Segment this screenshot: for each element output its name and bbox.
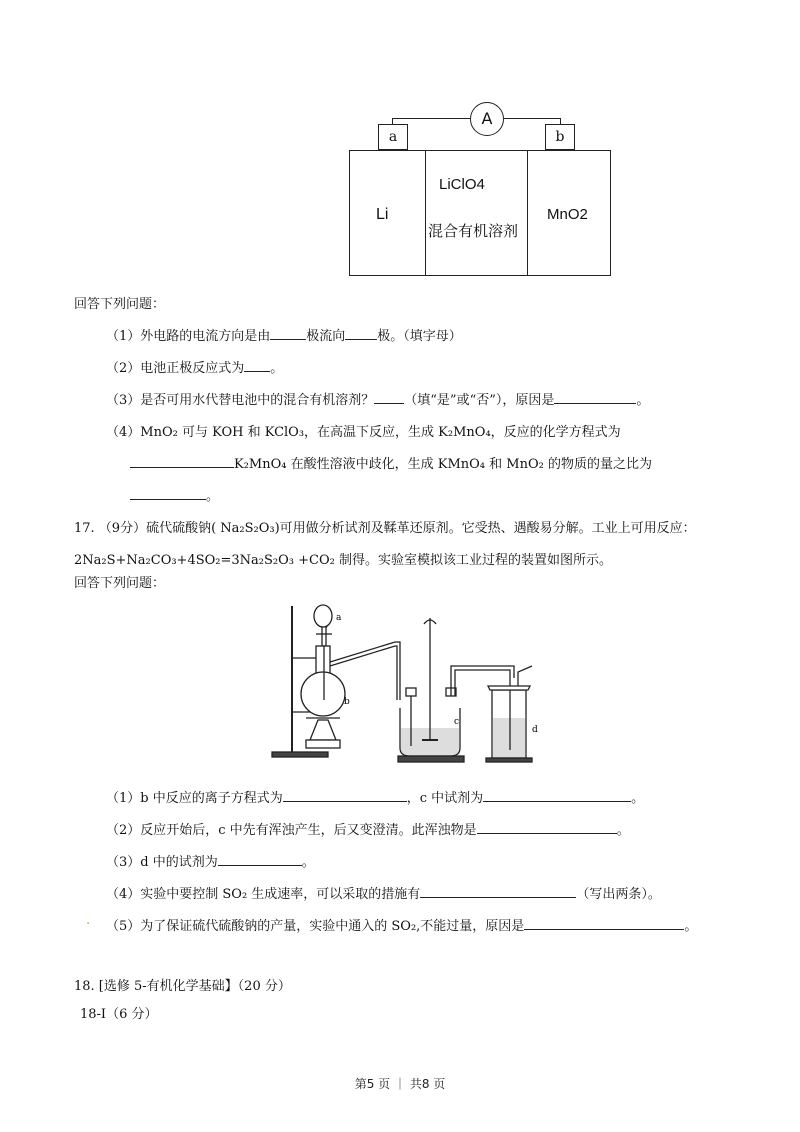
battery-diagram [340,98,620,280]
answer-blank[interactable] [270,327,306,340]
q17-sub2-post: 。 [616,823,630,838]
anode-label: Li [376,206,389,223]
q17-sub5-dot: . [86,913,91,928]
q17-sub1 [106,787,644,806]
q17-sub5 [106,915,697,934]
electrolyte-compartment [425,150,528,276]
answer-blank[interactable] [483,789,631,802]
q17-sub1-mid: ，c 中试剂为 [406,791,484,806]
terminal-a: a [378,124,408,150]
q16-sub4-line3 [130,485,219,504]
q17-sub3-pre: （3）d 中的试剂为 [106,855,218,870]
q17-header: 17. （9分）硫代硫酸钠( Na₂S₂O₃)可用做分析试剂及鞣革还原剂。它受热、遇酸易分解。工业上可用反应： [74,521,696,536]
page-footer: 第5 页 ｜ 共8 页 [354,1077,446,1091]
funnel-a-bulb [314,605,332,627]
cylinder-d-liquid [493,718,525,757]
electrolyte-formula: LiClO4 [439,176,485,193]
q16-sub1-mid: 极流向 [306,329,346,344]
q17-sub3-post: 。 [301,855,315,870]
q17-sub3 [106,851,315,870]
cylinder-d-base [486,758,532,762]
q16-sub4-line2 [130,453,652,472]
answer-blank[interactable] [374,391,404,404]
cathode-label: MnO2 [547,206,588,223]
label-d: d [532,725,538,735]
stopper-c-left [406,688,416,696]
burner-base [306,740,340,748]
q16-sub3-mid: （填“是”或“否”），原因是 [404,393,555,408]
q16-sub1-pre: （1）外电路的电流方向是由 [106,329,271,344]
cylinder-d-top [488,686,530,690]
q16-sub4-line3-post: 。 [206,489,220,504]
q18-header: 18. [选修 5-有机化学基础】（20 分） [74,979,291,994]
q17-sub5-pre: （5）为了保证硫代硫酸钠的产量，实验中通入的 SO₂,不能过量，原因是 [106,919,525,934]
lab-apparatus-diagram [270,600,560,770]
ammeter-symbol: A [470,102,504,136]
answer-blank[interactable] [477,821,617,834]
q17-sub4 [106,883,661,902]
q16-sub2-post: 。 [270,361,284,376]
q17-sub2 [106,819,630,838]
q16-sub1 [106,325,462,344]
stirrer-plate [398,756,464,762]
label-b: b [344,697,350,707]
electrolyte-description: 混合有机溶剂 [428,222,519,240]
q16-sub2-pre: （2）电池正极反应式为 [106,361,245,376]
q16-sub4-line1: （4）MnO₂ 可与 KOH 和 KClO₃，在高温下反应，生成 K₂MnO₄，反应的化学方程式为 [106,425,621,440]
q17-intro: 回答下列问题： [74,576,166,591]
burner [310,720,336,740]
q17-sub5-post: 。 [684,919,698,934]
circuit-wire-top-left [392,118,470,119]
q17-sub4-pre: （4）实验中要控制 SO₂ 生成速率，可以采取的措施有 [106,887,421,902]
circuit-wire-top-right [504,118,561,119]
q16-sub3-post: 。 [636,393,650,408]
answer-blank[interactable] [130,455,234,468]
vent-tube [518,666,532,686]
q16-sub3 [106,389,649,408]
q16-intro: 回答下列问题： [74,297,166,312]
q17-sub2-pre: （2）反应开始后，c 中先有浑浊产生，后又变澄清。此浑浊物是 [106,823,477,838]
q17-sub1-pre: （1）b 中反应的离子方程式为 [106,791,283,806]
flask-b-body [301,672,345,716]
answer-blank[interactable] [130,487,206,500]
q17-equation: 2Na₂S+Na₂CO₃+4SO₂=3Na₂S₂O₃ +CO₂ 制得。实验室模拟该工业过程的装置如图所示。 [74,553,612,568]
q16-sub2 [106,357,283,376]
terminal-b: b [545,124,575,150]
answer-blank[interactable] [524,917,684,930]
q16-sub3-pre: （3）是否可用水代替电池中的混合有机溶剂？ [106,393,375,408]
label-a: a [336,613,342,623]
q16-sub1-post: 极。（填字母） [377,329,462,344]
q16-sub4-line2-text: K₂MnO₄ 在酸性溶液中歧化，生成 KMnO₄ 和 MnO₂ 的物质的量之比为 [234,457,652,472]
answer-blank[interactable] [218,853,302,866]
q18-sub: 18-I（6 分） [80,1007,158,1022]
answer-blank[interactable] [244,359,270,372]
stand-base [272,752,328,757]
answer-blank[interactable] [283,789,407,802]
label-c: c [454,717,460,727]
answer-blank[interactable] [420,885,576,898]
q17-sub1-post: 。 [631,791,645,806]
q17-sub4-post: （写出两条）。 [576,887,661,902]
answer-blank[interactable] [554,391,636,404]
answer-blank[interactable] [345,327,377,340]
